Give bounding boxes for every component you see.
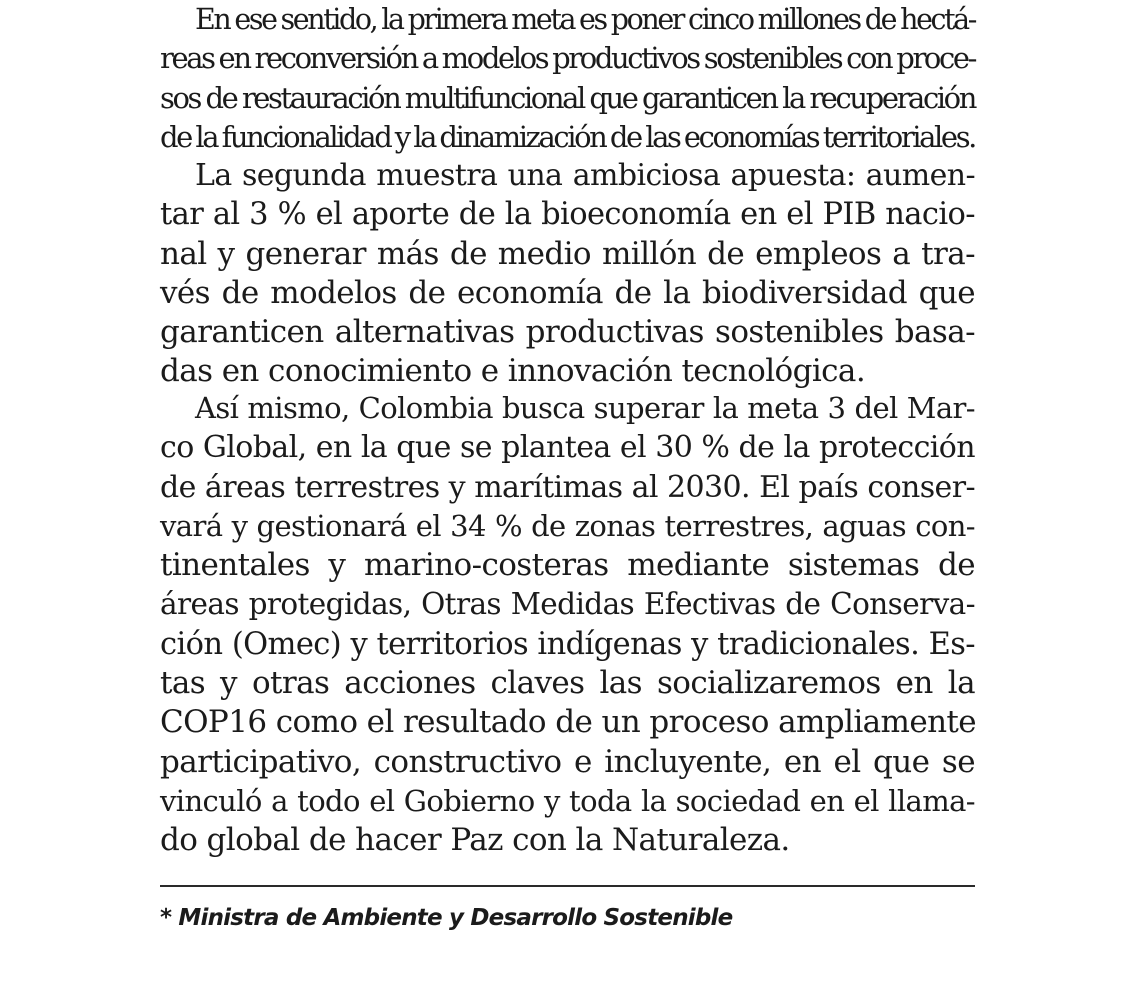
text-line: tar al 3 % el aporte de la bioeconomía en el PIB nacio- [160,197,975,233]
text-line: Así mismo, Colombia busca superar la meta 3 del Mar- [195,391,975,425]
text-line: COP16 como el resultado de un proceso ampliamente [160,704,977,741]
text-line: sos de restauración multifuncional que garanticen la recuperación [160,80,975,115]
text-line: de áreas terrestres y marítimas al 2030. El país conser- [160,469,975,505]
paragraph-3 [160,389,975,861]
footnote-divider [160,885,975,887]
text-line: áreas protegidas, Otras Medidas Efectivas de Conserva- [160,587,975,622]
paragraph-2 [160,156,975,392]
text-line: participativo, constructivo e incluyente, en el que se [160,743,975,780]
text-line: tinentales y marino-costeras mediante sistemas de [160,547,975,584]
text-line: En ese sentido, la primera meta es poner cinco millones de hectá- [195,3,975,36]
text-line: nal y generar más de medio millón de empleos a tra- [160,235,975,272]
author-footnote: * Ministra de Ambiente y Desarrollo Sostenible [160,905,733,931]
text-line: vinculó a todo el Gobierno y toda la sociedad en el llama- [160,783,975,818]
text-line: reas en reconversión a modelos productivos sostenibles con proce- [160,41,975,76]
text-line: garanticen alternativas productivas sostenibles basa- [160,314,975,351]
paragraph-1 [160,0,975,157]
text-line: La segunda muestra una ambiciosa apuesta: aumen- [195,158,975,193]
text-line: de la funcionalidad y la dinamización de las economías territoriales. [160,119,975,154]
text-line: ción (Omec) y territorios indígenas y tradicionales. Es- [160,626,975,662]
text-line: do global de hacer Paz con la Naturaleza. [160,822,790,859]
text-line: tas y otras acciones claves las socializaremos en la [160,665,975,702]
article-column [160,0,975,987]
text-line: vará y gestionará el 34 % de zonas terrestres, aguas con- [160,508,975,543]
text-line: co Global, en la que se plantea el 30 % de la protección [160,430,975,466]
text-line: das en conocimiento e innovación tecnológica. [160,353,866,390]
text-line: vés de modelos de economía de la biodiversidad que [160,274,975,311]
